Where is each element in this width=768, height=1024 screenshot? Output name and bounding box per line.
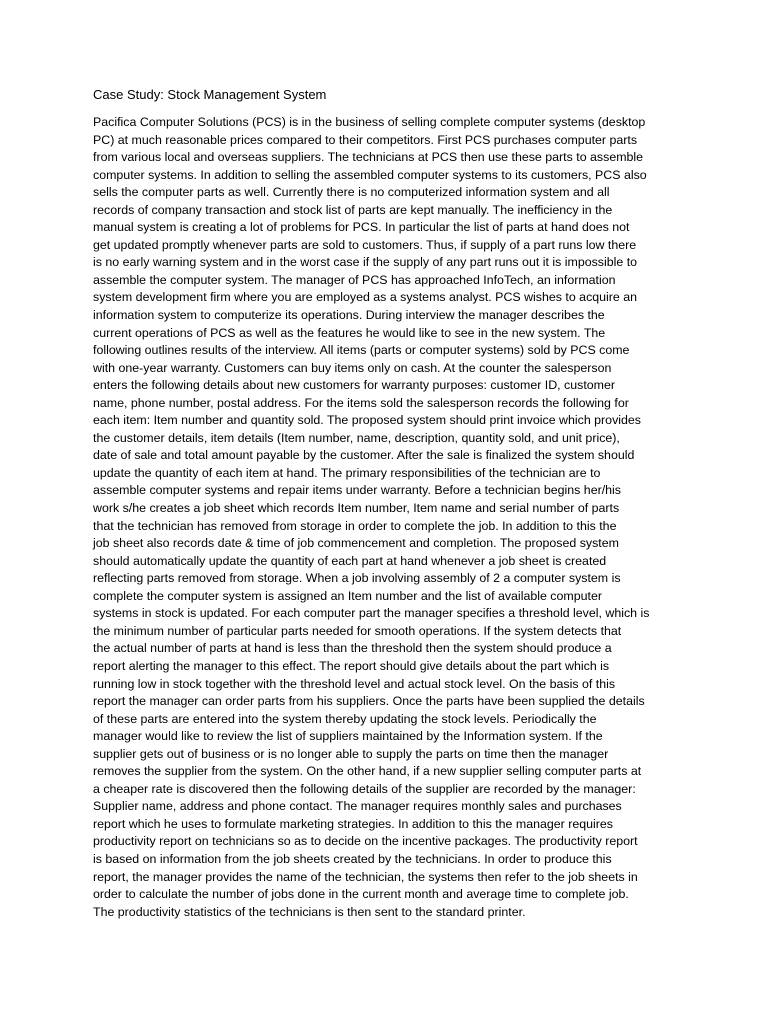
text-line: system development firm where you are employed as a systems analyst. PCS wishes to acquire an (93, 290, 638, 305)
text-line: the customer details, item details (Item number, name, description, quantity sold, and unit price), (93, 430, 620, 445)
text-line: is no early warning system and in the worst case if the supply of any part runs out it is impossible to (93, 255, 638, 270)
text-line: from various local and overseas suppliers. The technicians at PCS then use these parts to assemble (93, 150, 644, 165)
text-line: PC) at much reasonable prices compared to their competitors. First PCS purchases computer parts (93, 132, 638, 147)
text-line: Supplier name, address and phone contact. The manager requires monthly sales and purchases (93, 799, 622, 814)
text-line: report the manager can order parts from his suppliers. Once the parts have been supplied the details (93, 694, 645, 709)
text-line: a cheaper rate is discovered then the following details of the supplier are recorded by the manager: (93, 781, 636, 796)
text-line: running low in stock together with the threshold level and actual stock level. On the basis of this (93, 676, 616, 691)
text-line: get updated promptly whenever parts are sold to customers. Thus, if supply of a part runs low there (93, 237, 637, 252)
text-line: reflecting parts removed from storage. When a job involving assembly of 2 a computer system is (93, 571, 621, 586)
text-line: order to calculate the number of jobs done in the current month and average time to complete job. (93, 887, 629, 902)
body-paragraph (93, 114, 683, 921)
text-line: removes the supplier from the system. On the other hand, if a new supplier selling computer parts at (93, 764, 642, 779)
text-line: manual system is creating a lot of problems for PCS. In particular the list of parts at hand does not (93, 220, 630, 235)
text-line: date of sale and total amount payable by the customer. After the sale is finalized the system should (93, 448, 635, 463)
text-line: with one-year warranty. Customers can buy items only on cash. At the counter the salesperson (93, 360, 612, 375)
text-line: assemble computer systems and repair items under warranty. Before a technician begins her/his (93, 483, 621, 498)
text-line: that the technician has removed from storage in order to complete the job. In addition to this the (93, 518, 617, 533)
text-line: sells the computer parts as well. Currently there is no computerized information system and all (93, 185, 610, 200)
text-line: following outlines results of the interview. All items (parts or computer systems) sold by PCS come (93, 343, 630, 358)
text-line: Pacifica Computer Solutions (PCS) is in the business of selling complete computer systems (desktop (93, 115, 646, 129)
text-line: job sheet also records date & time of job commencement and completion. The proposed system (93, 536, 619, 551)
text-line: report which he uses to formulate marketing strategies. In addition to this the manager requires (93, 816, 613, 831)
text-line: assemble the computer system. The manager of PCS has approached InfoTech, an information (93, 272, 616, 287)
text-line: work s/he creates a job sheet which records Item number, Item name and serial number of parts (93, 501, 620, 516)
text-line: name, phone number, postal address. For the items sold the salesperson records the following for (93, 395, 629, 410)
page-title: Case Study: Stock Management System (93, 87, 327, 102)
text-line: records of company transaction and stock list of parts are kept manually. The inefficiency in the (93, 202, 613, 217)
text-line: update the quantity of each item at hand. The primary responsibilities of the technician are to (93, 465, 601, 480)
text-line: manager would like to review the list of suppliers maintained by the Information system. If the (93, 729, 603, 744)
text-line: computer systems. In addition to selling the assembled computer systems to its customers, PCS also (93, 167, 647, 182)
text-line: the actual number of parts at hand is less than the threshold then the system should produce a (93, 641, 612, 656)
text-line: report, the manager provides the name of the technician, the systems then refer to the job sheets in (93, 869, 638, 884)
text-line: information system to computerize its operations. During interview the manager describes the (93, 308, 605, 323)
text-line: supplier gets out of business or is no longer able to supply the parts on time then the manager (93, 746, 609, 761)
text-line: systems in stock is updated. For each computer part the manager specifies a threshold level, which is (93, 606, 650, 621)
text-line: the minimum number of particular parts needed for smooth operations. If the system detects that (93, 623, 622, 638)
text-line: is based on information from the job sheets created by the technicians. In order to produce this (93, 851, 612, 866)
text-line: current operations of PCS as well as the features he would like to see in the new system. The (93, 325, 606, 340)
text-line: enters the following details about new customers for warranty purposes: customer ID, customer (93, 378, 616, 393)
text-line: should automatically update the quantity of each part at hand whenever a job sheet is created (93, 553, 607, 568)
text-line: complete the computer system is assigned an Item number and the list of available computer (93, 588, 602, 603)
text-line: each item: Item number and quantity sold. The proposed system should print invoice which provides (93, 413, 642, 428)
text-line: of these parts are entered into the system thereby updating the stock levels. Periodically the (93, 711, 597, 726)
text-line: productivity report on technicians so as to decide on the incentive packages. The productivity report (93, 834, 638, 849)
text-line: The productivity statistics of the technicians is then sent to the standard printer. (93, 904, 526, 919)
text-line: report alerting the manager to this effect. The report should give details about the part which is (93, 658, 610, 673)
